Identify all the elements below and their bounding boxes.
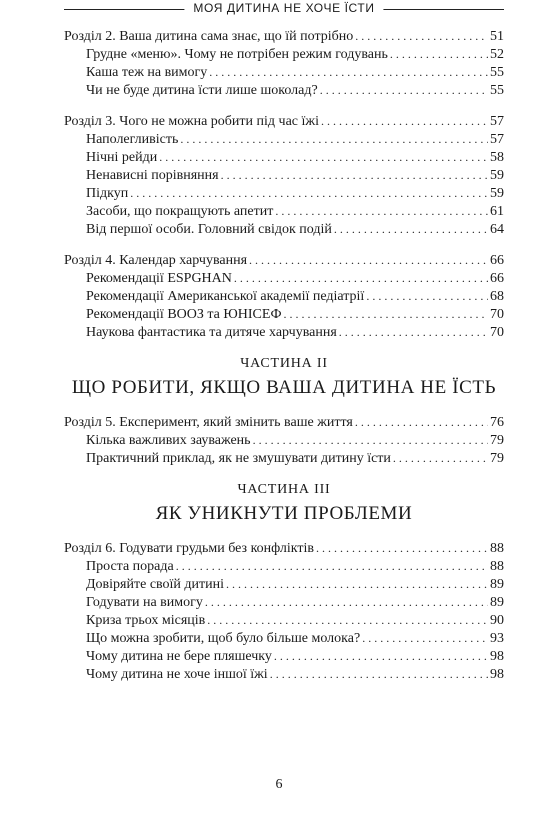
toc-page-number: 88 (490, 559, 504, 574)
toc-page-number: 59 (490, 186, 504, 201)
toc-title: Розділ 2. Ваша дитина сама знає, що їй потрібно (64, 29, 354, 44)
toc-entry-row[interactable] (64, 81, 504, 99)
toc-entry-row[interactable] (64, 269, 504, 287)
dot-leader (321, 112, 488, 130)
toc-entry-row[interactable] (64, 184, 504, 202)
toc-title: Грудне «меню». Чому не потрібен режим годувань (86, 47, 388, 62)
toc-entry-row[interactable] (64, 611, 504, 629)
toc-title: Чи не буде дитина їсти лише шоколад? (86, 83, 318, 98)
dot-leader (320, 81, 488, 99)
toc-title: Наукова фантастика та дитяче харчування (86, 325, 337, 340)
dot-leader (393, 449, 488, 467)
toc-entry-row[interactable] (64, 665, 504, 683)
toc-title: Годувати на вимогу (86, 595, 203, 610)
toc-chapter-row[interactable] (64, 413, 504, 431)
toc-page-number: 88 (490, 541, 504, 556)
toc-title: Нічні рейди (86, 150, 158, 165)
toc-page-number: 98 (490, 649, 504, 664)
toc-title: Розділ 6. Годувати грудьми без конфліктів (64, 541, 314, 556)
toc-title: Ненависні порівняння (86, 168, 219, 183)
section-gap (64, 238, 504, 251)
toc-page-number: 66 (490, 253, 504, 268)
part-label: ЧАСТИНА III (237, 482, 331, 497)
toc-entry-row[interactable] (64, 557, 504, 575)
toc-page-number: 76 (490, 415, 504, 430)
running-title: МОЯ ДИТИНА НЕ ХОЧЕ ЇСТИ (184, 1, 383, 15)
dot-leader (221, 166, 488, 184)
part-title: ЯК УНИКНУТИ ПРОБЛЕМИ (155, 503, 413, 524)
toc-page-number: 58 (490, 150, 504, 165)
toc-page-number: 61 (490, 204, 504, 219)
toc-page-number: 89 (490, 577, 504, 592)
toc-entry-row[interactable] (64, 629, 504, 647)
toc-page-number: 66 (490, 271, 504, 286)
part-label: ЧАСТИНА II (240, 356, 328, 371)
part-title: ЩО РОБИТИ, ЯКЩО ВАША ДИТИНА НЕ ЇСТЬ (71, 377, 497, 398)
dot-leader (362, 629, 488, 647)
dot-leader (130, 184, 488, 202)
dot-leader (253, 431, 488, 449)
toc-title: Чому дитина не хоче іншої їжі (86, 667, 268, 682)
toc-title: Розділ 4. Календар харчування (64, 253, 248, 268)
toc-page-number: 59 (490, 168, 504, 183)
toc-page-number: 55 (490, 65, 504, 80)
dot-leader (207, 611, 488, 629)
toc-entry-row[interactable] (64, 647, 504, 665)
toc-page-number: 70 (490, 307, 504, 322)
toc-title: Розділ 5. Експеримент, який змінить ваше життя (64, 415, 353, 430)
toc-title: Довіряйте своїй дитині (86, 577, 225, 592)
toc-page-number: 52 (490, 47, 504, 62)
dot-leader (316, 539, 488, 557)
dot-leader (284, 305, 488, 323)
toc-title: Проста порада (86, 559, 174, 574)
dot-leader (390, 45, 488, 63)
dot-leader (159, 148, 488, 166)
toc-page-number: 89 (490, 595, 504, 610)
toc-title: Рекомендації ВООЗ та ЮНІСЕФ (86, 307, 282, 322)
toc-page-number: 93 (490, 631, 504, 646)
toc-entry-row[interactable] (64, 220, 504, 238)
dot-leader (275, 202, 488, 220)
toc-page-number: 57 (490, 114, 504, 129)
page-number: 6 (275, 777, 283, 792)
toc-entry-row[interactable] (64, 305, 504, 323)
toc-entry-row[interactable] (64, 166, 504, 184)
toc-title: Розділ 3. Чого не можна робити під час їжі (64, 114, 319, 129)
toc-entry-row[interactable] (64, 575, 504, 593)
dot-leader (339, 323, 488, 341)
toc-entry-row[interactable] (64, 593, 504, 611)
toc-entry-row[interactable] (64, 130, 504, 148)
toc-title: Рекомендації ESPGHAN (86, 271, 232, 286)
toc-entry-row[interactable] (64, 202, 504, 220)
dot-leader (274, 647, 488, 665)
toc-entry-row[interactable] (64, 431, 504, 449)
toc-entry-row[interactable] (64, 449, 504, 467)
toc-page-number: 90 (490, 613, 504, 628)
toc-title: Підкуп (86, 186, 129, 201)
toc-title: Практичний приклад, як не змушувати дитину їсти (86, 451, 391, 466)
toc-title: Чому дитина не бере пляшечку (86, 649, 272, 664)
toc-page-number: 98 (490, 667, 504, 682)
toc-page-number: 64 (490, 222, 504, 237)
section-gap (64, 99, 504, 112)
toc-page-number: 68 (490, 289, 504, 304)
table-of-contents (64, 27, 504, 683)
toc-title: Засоби, що покращують апетит (86, 204, 274, 219)
toc-page-number: 51 (490, 29, 504, 44)
toc-chapter-row[interactable] (64, 251, 504, 269)
dot-leader (366, 287, 488, 305)
toc-entry-row[interactable] (64, 287, 504, 305)
toc-entry-row[interactable] (64, 45, 504, 63)
dot-leader (270, 665, 488, 683)
toc-entry-row[interactable] (64, 148, 504, 166)
toc-page-number: 55 (490, 83, 504, 98)
dot-leader (180, 130, 488, 148)
toc-chapter-row[interactable] (64, 112, 504, 130)
toc-entry-row[interactable] (64, 323, 504, 341)
toc-title: Наполегливість (86, 132, 179, 147)
dot-leader (234, 269, 488, 287)
running-header (64, 0, 504, 20)
toc-page-number: 79 (490, 451, 504, 466)
dot-leader (355, 27, 488, 45)
toc-title: Каша теж на вимогу (86, 65, 208, 80)
dot-leader (205, 593, 488, 611)
toc-title: Кілька важливих зауважень (86, 433, 251, 448)
toc-title: Що можна зробити, щоб було більше молока? (86, 631, 361, 646)
toc-chapter-row[interactable] (64, 27, 504, 45)
toc-chapter-row[interactable] (64, 539, 504, 557)
toc-page-number: 79 (490, 433, 504, 448)
dot-leader (176, 557, 488, 575)
toc-entry-row[interactable] (64, 63, 504, 81)
toc-page-number: 57 (490, 132, 504, 147)
toc-title: Криза трьох місяців (86, 613, 206, 628)
dot-leader (355, 413, 488, 431)
toc-title: Рекомендації Американської академії педіатрії (86, 289, 365, 304)
dot-leader (209, 63, 488, 81)
toc-page-number: 70 (490, 325, 504, 340)
dot-leader (334, 220, 488, 238)
toc-title: Від першої особи. Головний свідок подій (86, 222, 332, 237)
dot-leader (249, 251, 488, 269)
dot-leader (226, 575, 488, 593)
